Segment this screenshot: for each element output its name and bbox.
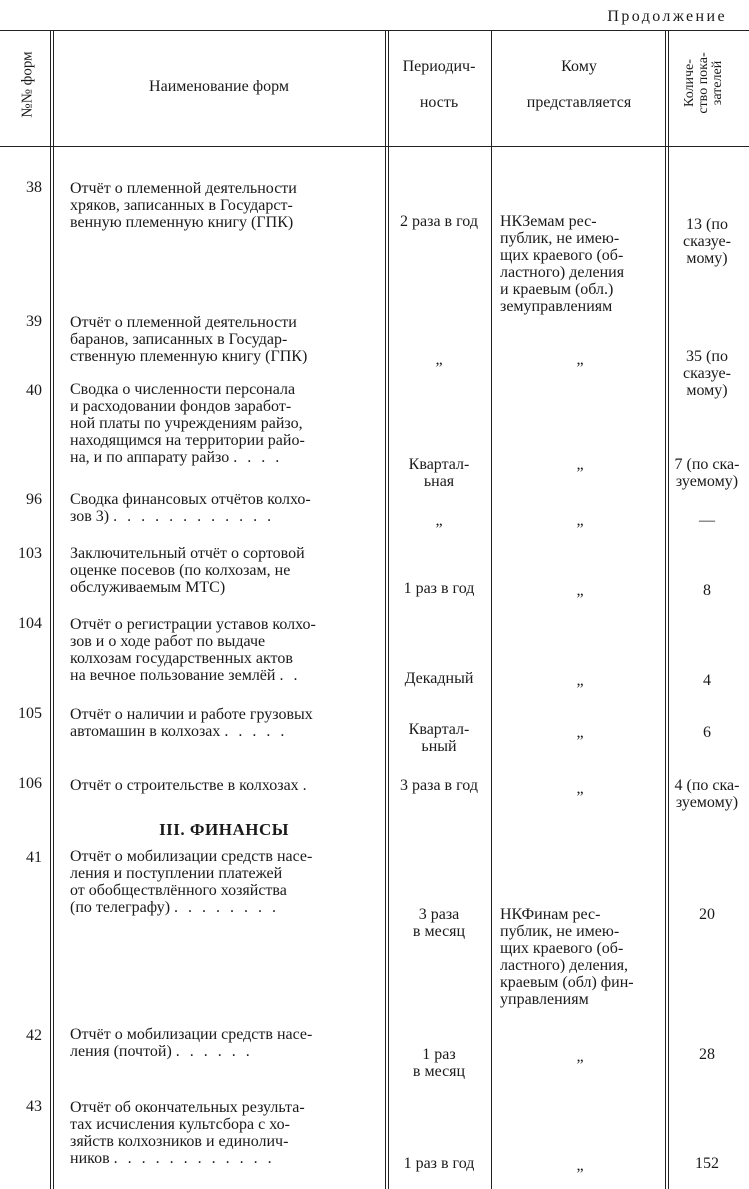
row-39-name: Отчёт о племенной деятельности баранов, записанных в Государ- ственную племенную книгу (ГПК) [70,314,308,365]
row-106-num: 106 [18,775,42,792]
header-num: №№ форм [19,51,36,118]
row-43-period: 1 раз в год [403,1155,475,1172]
row-96-leader: . . . . . . . . . . . . [113,508,275,525]
row-40-period: Квартал- ьная [408,456,470,490]
row-42-period: 1 раз в месяц [412,1046,466,1080]
row-106-name [70,777,378,794]
row-96-name-text: Сводка финансовых отчётов колхо- зов 3) [70,491,311,525]
row-43-name-text: Отчёт об окончательных результа- тах исчисления культсбора с хо- зяйств колхозников и единолич- ников [70,1099,305,1167]
row-103-num: 103 [18,545,42,562]
row-106-period: 3 раза в год [400,777,478,794]
row-39-period: „ [435,351,443,368]
row-38-name: Отчёт о племенной деятельности хряков, записанных в Государст- венную племенную книгу (ГПК) [70,180,297,231]
row-40-to: „ [576,456,584,473]
col-divider-period [491,30,492,1189]
row-41-to: НКФинам рес- публик, не имею- щих краевого (об- ластного) деления, краевым (обл) фин- управлениям [500,906,634,1008]
row-105-num: 105 [18,705,42,722]
row-106-count: 4 (по ска- зуемому) [674,777,740,811]
row-42-name-text: Отчёт о мобилизации средств насе- ления (почтой) [70,1026,313,1060]
row-104-name-text: Отчёт о регистрации уставов колхо- зов и о ходе работ по выдаче колхозам государственных актов на вечное пользование землёй [70,616,316,684]
row-40-num: 40 [26,382,42,399]
row-104-to: „ [576,672,584,689]
row-40-leader: . . . . [233,449,283,466]
row-41-period: 3 раза в месяц [412,906,466,940]
row-96-to: „ [576,512,584,529]
row-38-num: 38 [26,179,42,196]
row-43-count: 152 [695,1155,719,1172]
col-divider-name [385,30,389,1189]
row-41-leader: . . . . . . . . [174,899,280,916]
row-105-period: Квартал- ьный [408,721,470,755]
section-heading: III. ФИНАНСЫ [159,820,289,839]
row-96-count: — [699,512,715,529]
continuation-label: Продолжение [607,8,727,25]
row-104-leader: . . [279,667,301,684]
header-period-1: Периодич- [402,58,476,75]
row-43-to: „ [576,1157,584,1174]
row-105-count: 6 [703,724,711,741]
row-103-count: 8 [703,582,711,599]
row-103-to: „ [576,582,584,599]
row-105-leader: . . . . . [224,723,288,740]
row-96-num: 96 [26,491,42,508]
row-103-period: 1 раз в год [403,580,475,597]
row-38-to: НКЗемам рес- публик, не имею- щих краевого (об- ластного) деления и краевым (обл.) земуправлениям [500,213,625,315]
row-41-count: 20 [699,906,715,923]
header-to-1: Кому [561,58,597,75]
row-104-count: 4 [703,672,711,689]
row-40-count: 7 (по ска- зуемому) [674,456,740,490]
col-divider-num [50,30,54,1189]
row-105-to: „ [576,724,584,741]
row-104-num: 104 [18,615,42,632]
table-top-rule [0,30,749,31]
row-38-period: 2 раза в год [400,213,478,230]
header-name: Наименование форм [149,78,289,95]
row-41-name-text: Отчёт о мобилизации средств насе- ления и поступлении платежей от обобществлённого хозяйства (по телеграфу) [70,848,313,916]
header-count: Количе- ство пока- зателей [682,52,725,114]
row-106-name-text: Отчёт о строительстве в колхозах [70,777,299,794]
row-39-num: 39 [26,313,42,330]
row-42-count: 28 [699,1046,715,1063]
row-39-count: 35 (по сказуе- мому) [683,348,731,399]
table-header-rule [0,146,749,147]
row-43-name [70,1099,378,1167]
row-42-leader: . . . . . . [175,1043,253,1060]
row-106-leader: . [302,777,310,794]
row-42-num: 42 [26,1027,42,1044]
header-period-2: ность [419,94,459,111]
row-43-leader: . . . . . . . . . . . . [113,1150,275,1167]
row-40-name [70,381,378,466]
row-43-num: 43 [26,1098,42,1115]
row-103-name: Заключительный отчёт о сортовой оценке посевов (по колхозам, не обслуживаемым МТС) [70,545,305,596]
row-42-to: „ [576,1048,584,1065]
row-105-name-text: Отчёт о наличии и работе грузовых автомашин в колхозах [70,706,313,740]
row-105-name [70,706,378,740]
row-104-name [70,616,378,684]
row-96-period: „ [435,512,443,529]
row-42-name [70,1026,378,1060]
row-106-to: „ [576,780,584,797]
col-divider-to [665,30,669,1189]
row-104-period: Декадный [404,670,474,687]
row-96-name [70,491,378,525]
row-38-count: 13 (по сказуе- мому) [683,216,731,267]
row-41-num: 41 [26,849,42,866]
row-39-to: „ [576,351,584,368]
row-40-name-text: Сводка о численности персонала и расходовании фондов заработ- ной платы по учреждениям райзо, находящимся на территории райо- на, и по аппарату райзо [70,381,305,466]
header-to-2: представляется [526,94,632,111]
row-41-name [70,848,378,916]
